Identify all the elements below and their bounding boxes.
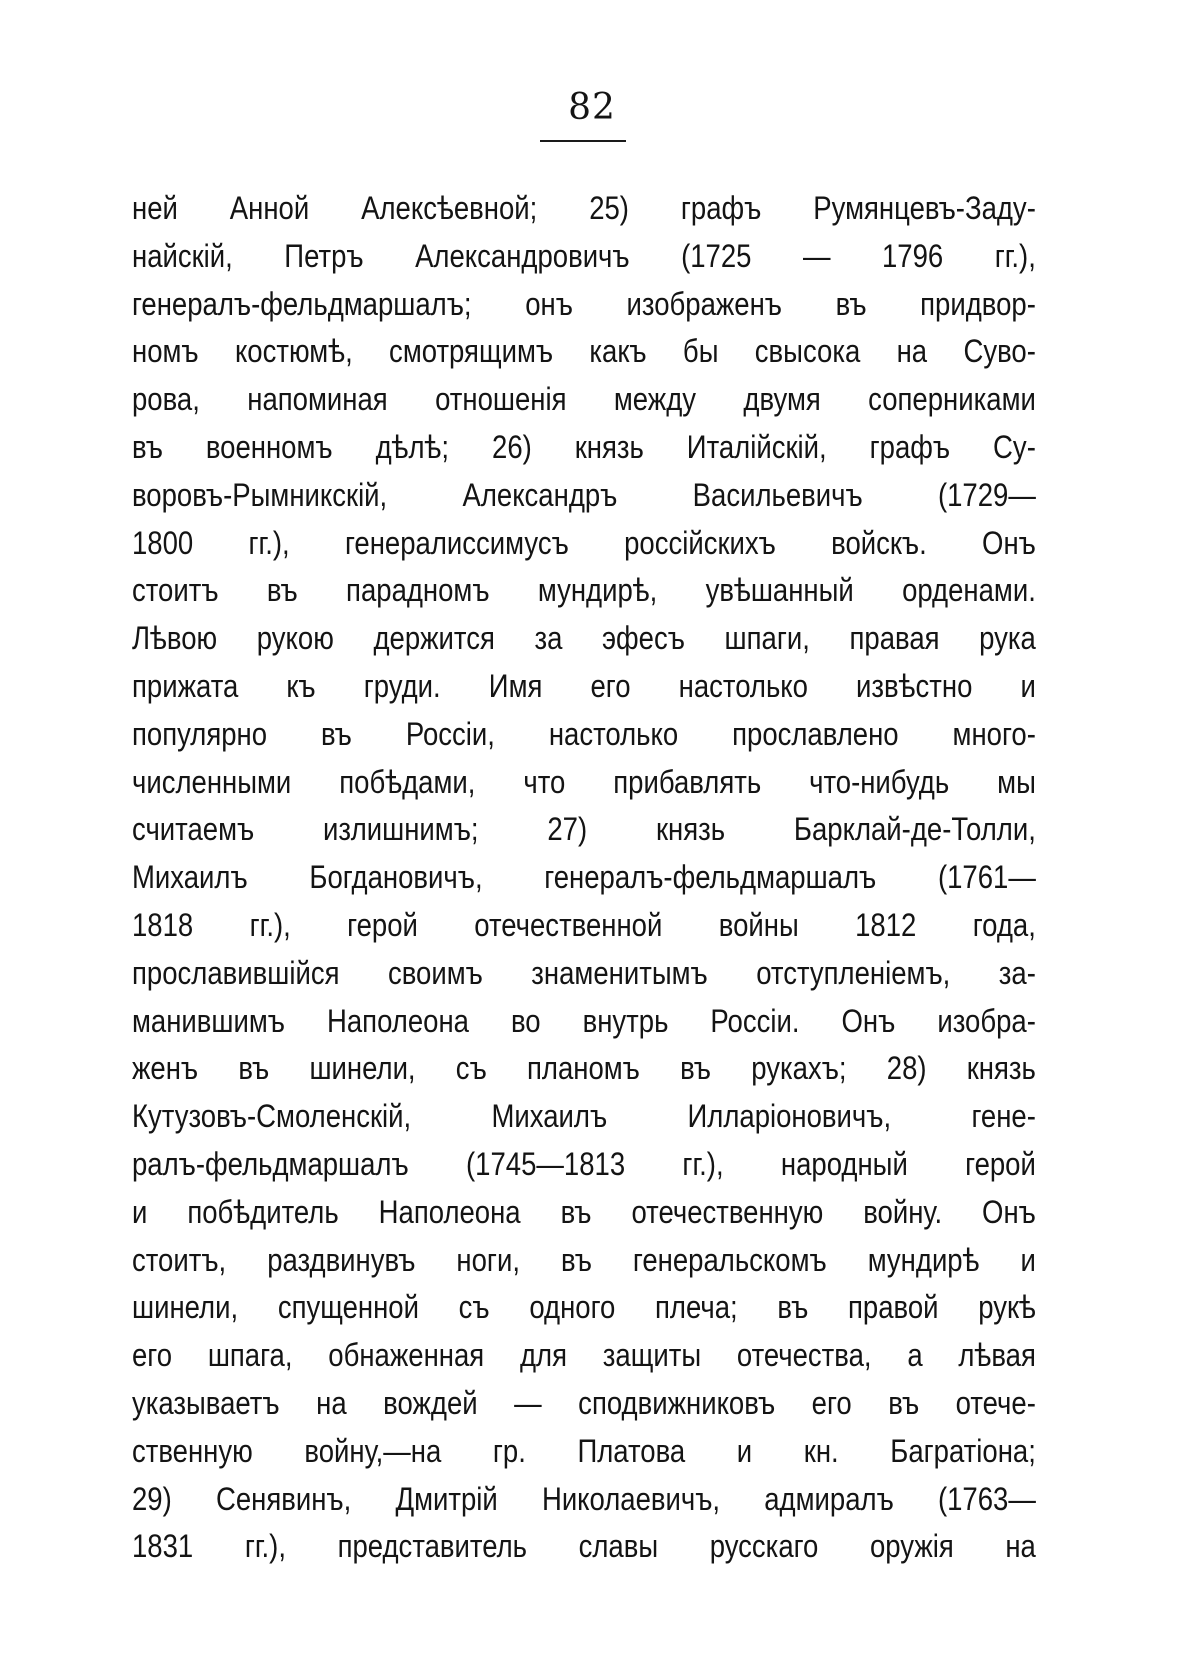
text-line: ралъ-фельдмаршалъ (1745—1813 гг.), народный герой bbox=[132, 1145, 1036, 1182]
page-number: 82 bbox=[568, 87, 616, 128]
text-line: указываетъ на вождей — сподвижниковъ его въ отече- bbox=[132, 1384, 1036, 1421]
text-line: шинели, спущенной съ одного плеча; въ правой рукѣ bbox=[132, 1289, 1036, 1326]
text-line: манившимъ Наполеона во внутрь Россіи. Онъ изобра- bbox=[132, 1002, 1036, 1039]
text-line: 1831 гг.), представитель славы русскаго оружія на bbox=[132, 1528, 1036, 1565]
text-line: 1818 гг.), герой отечественной войны 1812 года, bbox=[132, 906, 1036, 943]
text-line: въ военномъ дѣлѣ; 26) князь Италійскій, графъ Су- bbox=[132, 428, 1036, 465]
text-line: Михаилъ Богдановичъ, генералъ-фельдмаршалъ (1761— bbox=[132, 859, 1036, 896]
text-line: найскій, Петръ Александровичъ (1725 — 1796 гг.), bbox=[132, 237, 1036, 274]
text-line: номъ костюмѣ, смотрящимъ какъ бы свысока на Суво- bbox=[132, 333, 1036, 370]
text-line: стоитъ, раздвинувъ ноги, въ генеральскомъ мундирѣ и bbox=[132, 1241, 1036, 1278]
body-text bbox=[132, 185, 1036, 1571]
text-line: прижата къ груди. Имя его настолько извѣстно и bbox=[132, 667, 1036, 704]
text-line: воровъ-Рымникскій, Александръ Васильевичъ (1729— bbox=[132, 476, 1036, 513]
text-line: женъ въ шинели, съ планомъ въ рукахъ; 28) князь bbox=[132, 1050, 1036, 1087]
text-line: его шпага, обнаженная для защиты отечества, а лѣвая bbox=[132, 1337, 1036, 1374]
text-line: 29) Сенявинъ, Дмитрій Николаевичъ, адмиралъ (1763— bbox=[132, 1480, 1036, 1517]
text-line: ственную войну,—на гр. Платова и кн. Багратіона; bbox=[132, 1432, 1036, 1469]
text-line: Лѣвою рукою держится за эфесъ шпаги, правая рука bbox=[132, 620, 1036, 657]
text-line: Кутузовъ-Смоленскій, Михаилъ Илларіоновичъ, гене- bbox=[132, 1098, 1036, 1135]
page-number-rule bbox=[540, 140, 626, 142]
text-line: численными побѣдами, что прибавлять что-нибудь мы bbox=[132, 763, 1036, 800]
text-line: и побѣдитель Наполеона въ отечественную войну. Онъ bbox=[132, 1193, 1036, 1230]
text-line: генералъ-фельдмаршалъ; онъ изображенъ въ придвор- bbox=[132, 285, 1036, 322]
text-line: рова, напоминая отношенія между двумя соперниками bbox=[132, 381, 1036, 418]
text-line: считаемъ излишнимъ; 27) князь Барклай-де-Толли, bbox=[132, 811, 1036, 848]
text-line: стоитъ въ парадномъ мундирѣ, увѣшанный орденами. bbox=[132, 572, 1036, 609]
text-line: популярно въ Россіи, настолько прославлено много- bbox=[132, 715, 1036, 752]
text-line: 1800 гг.), генералиссимусъ россійскихъ войскъ. Онъ bbox=[132, 524, 1036, 561]
text-line: ней Анной Алексѣевной; 25) графъ Румянцевъ-Заду- bbox=[132, 190, 1036, 226]
text-line: прославившійся своимъ знаменитымъ отступленіемъ, за- bbox=[132, 954, 1036, 991]
